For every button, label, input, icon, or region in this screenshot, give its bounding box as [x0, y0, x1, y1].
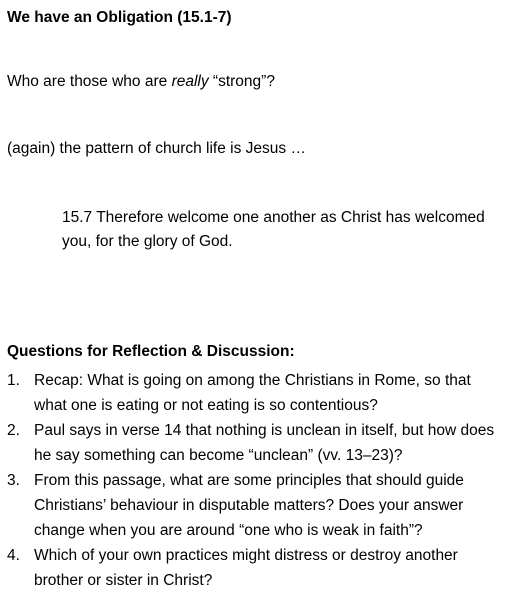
question-item	[7, 368, 507, 418]
questions-title: Questions for Reflection & Discussion:	[7, 343, 295, 360]
question-text: Recap: What is going on among the Christians in Rome, so that what one is eating or not eating is so contentious?	[34, 372, 471, 414]
question-text: Paul says in verse 14 that nothing is unclean in itself, but how does he say something can become “unclean” (vv. 13–23)?	[34, 422, 495, 464]
question-number: 2.	[7, 422, 20, 439]
question-item	[7, 418, 507, 468]
strong-question-text-after: “strong”?	[208, 73, 275, 90]
question-number: 4.	[7, 547, 20, 564]
question-text: From this passage, what are some principles that should guide Christians’ behaviour in disputable matters? Does your answer change when you are around “one who is weak in faith”?	[34, 472, 464, 539]
pattern-line: (again) the pattern of church life is Jesus …	[7, 140, 306, 157]
strong-question-emphasis: really	[171, 73, 209, 90]
question-item	[7, 468, 507, 543]
section-heading: We have an Obligation (15.1-7)	[7, 9, 232, 26]
question-number: 3.	[7, 472, 20, 489]
question-item	[7, 543, 507, 593]
strong-question-line	[7, 73, 275, 91]
scripture-quote: 15.7 Therefore welcome one another as Christ has welcomed you, for the glory of God.	[62, 209, 485, 250]
question-number: 1.	[7, 372, 20, 389]
strong-question-text-before: Who are those who are	[7, 73, 172, 90]
question-text: Which of your own practices might distress or destroy another brother or sister in Christ?	[34, 547, 458, 589]
questions-list	[7, 368, 507, 593]
